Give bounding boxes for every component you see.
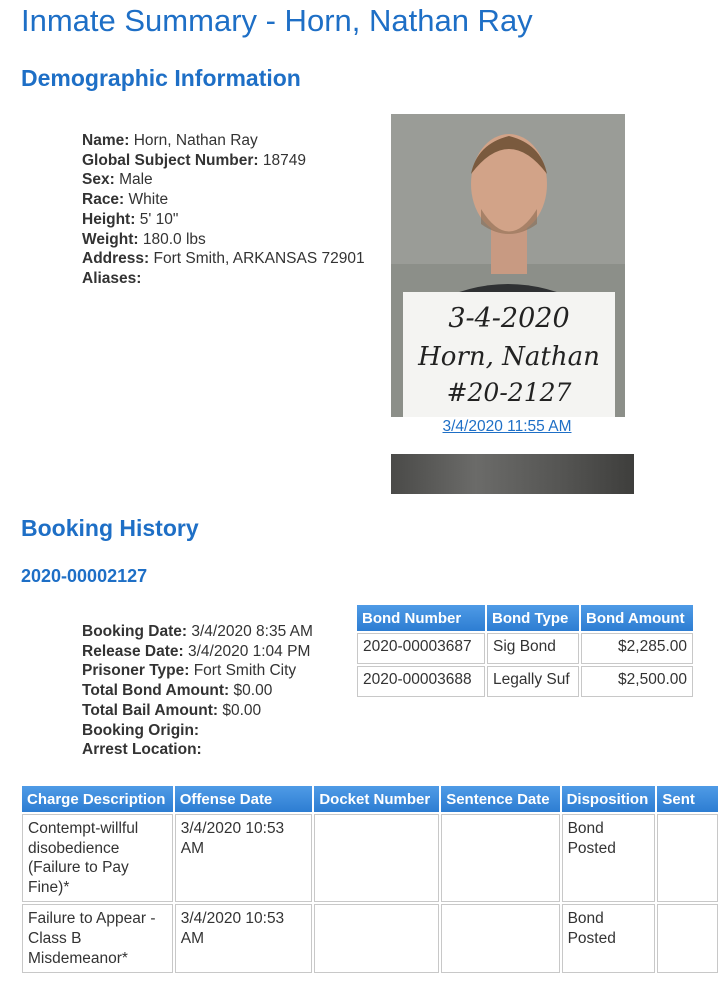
docket-number-cell <box>314 814 439 902</box>
bond-table <box>355 603 695 699</box>
offense-date-cell: 3/4/2020 10:53 AM <box>175 904 313 973</box>
table-row <box>357 666 693 697</box>
field-label: Total Bail Amount: <box>82 701 219 719</box>
field-label: Aliases: <box>82 269 142 287</box>
column-header[interactable]: Sentence Date <box>441 786 559 812</box>
field-label: Sex: <box>82 171 115 189</box>
bond-type-cell: Sig Bond <box>487 633 579 664</box>
arrest-location-field <box>82 740 313 760</box>
field-label: Weight: <box>82 230 139 248</box>
table-row <box>22 904 718 973</box>
field-label: Booking Date: <box>82 623 188 640</box>
page-title: Inmate Summary - Horn, Nathan Ray <box>21 3 533 38</box>
column-header[interactable]: Charge Description <box>22 786 173 812</box>
race-field <box>82 190 365 210</box>
field-label: Prisoner Type: <box>82 662 190 680</box>
charge-description-cell: Failure to Appear - Class B Misdemeanor* <box>22 904 173 973</box>
field-label: Release Date: <box>82 642 184 660</box>
photo-date-link[interactable]: 3/4/2020 11:55 AM <box>442 418 572 435</box>
column-header[interactable]: Disposition <box>562 786 656 812</box>
field-value: Fort Smith, ARKANSAS 72901 <box>153 250 365 268</box>
photo-thumbnail[interactable] <box>391 454 634 494</box>
booking-date-field <box>82 622 313 642</box>
charge-table <box>20 784 720 975</box>
demographic-heading: Demographic Information <box>21 65 301 91</box>
prisoner-type-field <box>82 661 313 681</box>
height-field <box>82 210 365 230</box>
field-label: Name: <box>82 132 130 149</box>
bond-number-cell: 2020-00003688 <box>357 666 485 697</box>
field-label: Height: <box>82 210 136 228</box>
release-date-field <box>82 642 313 662</box>
sent-cell <box>657 904 718 973</box>
field-value: Horn, Nathan Ray <box>133 132 258 149</box>
field-value: $0.00 <box>233 682 273 700</box>
field-value: 180.0 lbs <box>142 230 206 248</box>
field-label: Address: <box>82 250 150 268</box>
sent-cell <box>657 814 718 902</box>
field-value: White <box>128 191 169 209</box>
bond-amount-cell: $2,500.00 <box>581 666 693 697</box>
sign-number-text: #20-2127 <box>446 378 572 407</box>
column-header[interactable]: Bond Amount <box>581 605 693 631</box>
bond-type-cell: Legally Suf <box>487 666 579 697</box>
bond-amount-cell: $2,285.00 <box>581 633 693 664</box>
offense-date-cell: 3/4/2020 10:53 AM <box>175 814 313 902</box>
weight-field <box>82 230 365 250</box>
sign-date-text: 3-4-2020 <box>448 303 570 334</box>
field-label: Race: <box>82 191 125 209</box>
sex-field <box>82 170 365 190</box>
column-header[interactable]: Bond Number <box>357 605 485 631</box>
column-header[interactable]: Docket Number <box>314 786 439 812</box>
field-value: 5' 10" <box>139 210 179 228</box>
field-label: Total Bond Amount: <box>82 682 230 700</box>
global-subject-number-field <box>82 151 365 171</box>
field-value: 3/4/2020 1:04 PM <box>187 642 311 660</box>
field-label: Arrest Location: <box>82 741 202 759</box>
booking-fields <box>82 622 313 760</box>
field-value: 18749 <box>262 151 306 169</box>
total-bond-amount-field <box>82 681 313 701</box>
sentence-date-cell <box>441 904 559 973</box>
field-value: $0.00 <box>222 701 262 719</box>
booking-origin-field <box>82 721 313 741</box>
field-label: Global Subject Number: <box>82 151 259 169</box>
name-field <box>82 131 365 151</box>
field-value: 3/4/2020 8:35 AM <box>191 623 313 640</box>
field-label: Booking Origin: <box>82 721 200 739</box>
sign-name-text: Horn, Nathan <box>418 342 600 372</box>
field-value: Fort Smith City <box>193 662 297 680</box>
column-header[interactable]: Sent <box>657 786 718 812</box>
inmate-photo[interactable] <box>391 114 625 417</box>
docket-number-cell <box>314 904 439 973</box>
mugshot-image <box>391 114 625 417</box>
address-field <box>82 249 365 269</box>
bond-number-cell: 2020-00003687 <box>357 633 485 664</box>
booking-number: 2020-00002127 <box>21 566 148 586</box>
table-header-row <box>357 605 693 631</box>
column-header[interactable]: Offense Date <box>175 786 313 812</box>
column-header[interactable]: Bond Type <box>487 605 579 631</box>
table-header-row <box>22 786 718 812</box>
aliases-field <box>82 269 365 289</box>
total-bail-amount-field <box>82 701 313 721</box>
table-row <box>357 633 693 664</box>
disposition-cell: Bond Posted <box>562 814 656 902</box>
charge-description-cell: Contempt-willful disobedience (Failure to Pay Fine)* <box>22 814 173 902</box>
sentence-date-cell <box>441 814 559 902</box>
disposition-cell: Bond Posted <box>562 904 656 973</box>
demographic-fields <box>82 131 365 289</box>
table-row <box>22 814 718 902</box>
booking-history-heading: Booking History <box>21 515 199 541</box>
field-value: Male <box>119 171 153 189</box>
